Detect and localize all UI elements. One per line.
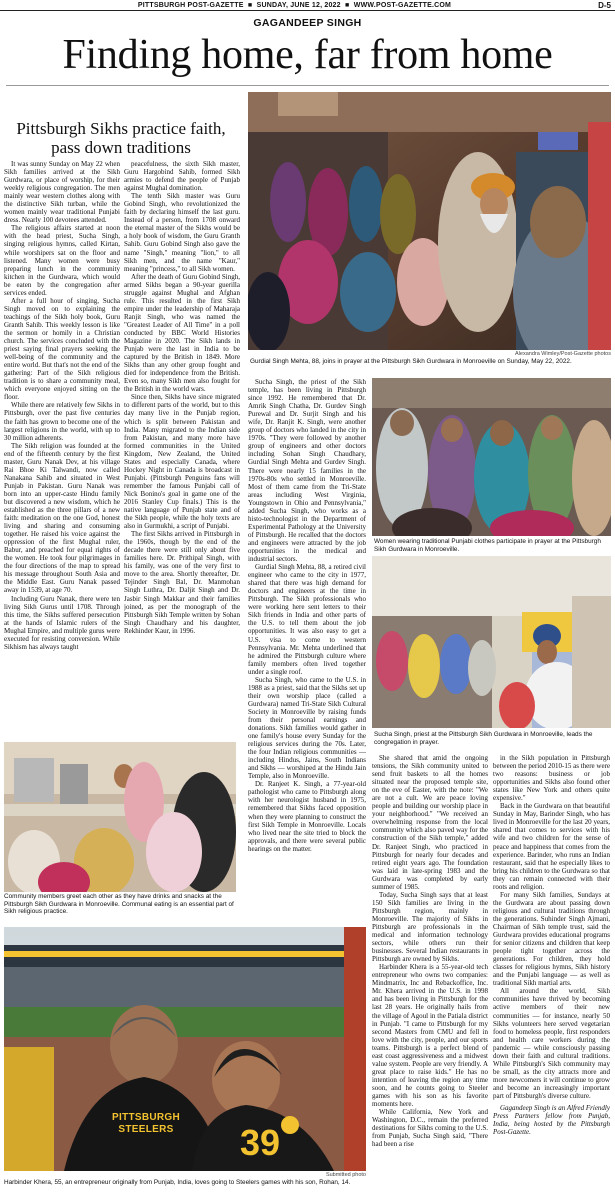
headline: Finding home, far from home	[62, 32, 553, 78]
article-column-2	[124, 160, 240, 736]
article-paragraph: Gurdial Singh Mehta, 88, a retired civil engineer who came to the city in 1977, shared that there was high demand for doctors and engineers at the time in Pittsburgh. The Sikh professionals who were working here sent letters to their Sikh friends in India and other parts of the U.S. to tell them about the job opportunities. It was also easy to get a U.S. visa to come to western Pennsylvania. Mr. Mehta underlined that he admired the Pittsburgh culture where family members often lived together under a single roof.	[248, 563, 366, 676]
article-paragraph: The Sikh religion was founded at the end of the fifteenth century by the first master, Guru Nanak Dev, at his village Rai Bhoe Ki Talwandi, now called Nanakana Sahib and situated in West Punjab in Pakistan. Guru Nanak was born into an upper-caste Hindu family but discovered a new wisdom, which he established as the three pillars of a new faith: meditation on the one God, honest living and sharing and consuming together. He raised his voice against the oppression of the first Mughal ruler, Babur, and preached for equal rights of the women. He took four pilgrimages in the four directions of the map to spread his message throughout South Asia and the Middle East. Guru Nanak passed away in 1539, at age 70.	[4, 441, 120, 595]
article-paragraph: After the death of Guru Gobind Singh, armed Sikhs began a 90-year guerilla struggle against Mughal and Afghan rule. This resulted in the first Sikh empire under the leadership of Maharaja Ranjit Singh, who was named the "Greatest Leader of All Time" in a poll conducted by BBC World Histories Magazine in 2020. The Sikh lands in Punjab were the last in India to be captured by the British in 1849. More Sikhs than any other group fought and died for independence from the British. Even so, many Sikh men also fought for the British in the world wars.	[124, 272, 240, 394]
article-paragraph: The first Sikhs arrived in Pittsburgh in the 1960s, though by the end of the decade there were still only about five families here. Dr. Prithipal Singh, with his family, was one of the very first to move to the area. Shortly thereafter, Dr. Tejinder Singh Bal, Dr. Manmohan Singh Luthra, Dr. Daljit Singh and Dr. Jasbir Singh Makkar and their families joined, as per the monograph of the Pittsburgh Sikh Temple written by Sohan Singh Chaudhary and his daughter, Rekhinder Kaur, in 1996.	[124, 530, 240, 635]
article-paragraph: Including Guru Nanak, there were ten living Sikh Gurus until 1708. Through this time, the Sikhs suffered persecution at the hands of Islamic rulers of the Mughal Empire, and multiple gurus were executed for resisting conversion. While Sikhism has always taught	[4, 594, 120, 651]
main-photo-credit: Alexandra Wimley/Post-Gazette photos	[515, 351, 611, 357]
article-column-1	[4, 160, 120, 736]
article-column-3	[248, 378, 366, 922]
publication-name: PITTSBURGH POST-GAZETTE	[137, 2, 244, 9]
priest-photo	[372, 556, 611, 728]
article-paragraph: in the Sikh population in Pittsburgh between the period 2010-15 as there were two reasons: business or job opportunities and Sikhs also found other states like New York and others quite expensive."	[493, 754, 610, 803]
main-photo-caption: Gurdial Singh Mehta, 88, joins in prayer at the Pittsburgh Sikh Gurdwara in Monroeville on Sunday, May 22, 2022.	[250, 358, 572, 365]
article-paragraph: Harbinder Khera is a 55-year-old tech entrepreneur who owns two companies: Mindmatrix, Inc and Rebackoffice, Inc. Mr. Khera arrived in the U.S. in 1998 and has been living in Pittsburgh for the last 28 years. He originally hails from the village of Agoul in the Patiala district in Punjab. "I came to Pittsburgh for my second Masters from CMU and fell in love with the city, people, and our sports teams. Pittsburgh is a perfect blend of east coast aggressiveness and a midwest value system. People are very friendly. A great place to raise kids." He has no intention of leaving the region any time soon, and he counts going to Steeler games with his son as his favorite moments here.	[372, 963, 488, 1109]
page-number: D-5	[598, 1, 611, 10]
community-photo-caption: Community members greet each other as they have drinks and snacks at the Pittsburgh Sikh Gurdwara in Monroeville. Communal eating is an essential part of Sikh religious practice.	[4, 893, 234, 916]
jersey-number: 39	[239, 1122, 281, 1163]
article-paragraph: Sucha Singh, the priest of the Sikh temple, has been living in Pittsburgh since 1992. He remembered that Dr. Amrik Singh Chatha, Dr. Gurdev Singh Purewal and Dr. Surjit Singh and his wife, Dr. Ranjit K. Singh, were another group of doctors who landed in the city in 1970s. "They were followed by another group of engineers and other doctors including Sohan Singh Chaudhary, Gurdial Singh Mehta and Gurdev Singh. There were nearly 15 families in the 1970s-80s who settled in Monroeville. Most of them came from the Tri-State areas including West Virginia, Youngstown in Ohio and Pennsylvania," added Sucha Singh, who works as a histo-technologist in the Department of Experimental Pathology at the University of Pittsburgh. He recalled that the doctors and engineers were attracted by the job opportunities in the medical and industrial sectors.	[248, 378, 366, 564]
article-paragraph: Today, Sucha Singh says that at least 150 Sikh families are living in the Pittsburgh region, mainly in Monroeville. The majority of Sikhs in Pittsburgh are professionals in the medical and information technology sectors, while others run their businesses. Several Indian restaurants in Pittsburgh are owned by Sikhs.	[372, 890, 488, 964]
stadium-photo-credit: Submitted photo	[325, 1172, 366, 1178]
article-paragraph: Dr. Ranjeet K. Singh, a 77-year-old pathologist who came to Pittsburgh along with her neurologist husband in 1975, remembered that Sikhs faced opposition when they were planning to construct the first Sikh Temple in Monroeville. Locals who lived near the site tried to block the approvals, and there were several public hearings on the matter.	[248, 780, 366, 853]
issue-date: SUNDAY, JUNE 12, 2022	[256, 2, 341, 9]
article-paragraph: Sucha Singh, who came to the U.S. in 1988 as a priest, said that the Sikhs set up their own worship place (called a Gurdwara) named Tri-State Sikh Cultural Society in Monroeville by raising funds from their personal earnings and donations. Sikh families would gather in one family's house every Sunday for the religious services during the 70s. Later, the four Indian religious communities — including Hindus, Jains, South Indians and Sikhs — worshiped at the Hindu Jain Temple, also in Monroeville.	[248, 675, 366, 781]
article-paragraph: It was sunny Sunday on May 22 when Sikh families arrived at the Sikh Gurdwara, or place of worship, for their weekly religious congregation. The men mainly wear western clothes along with the distinctive Sikh turban, while the women mainly wear traditional Punjabi dress. Nearly 100 devotees attended.	[4, 160, 120, 225]
article-paragraph: The religious affairs started at noon with the head priest, Sucha Singh, singing religious hymns, called Kirtan, while worshipers sat on the floor and listened. Many women were busy preparing lunch in the community kitchen in the Gurdwara, which would be eaten by the congregation after services ended.	[4, 224, 120, 297]
article-paragraph: All around the world, Sikh communities have thrived by becoming active members of their new communities — for instance, nearly 50 Sikhs volunteers here served vegetarian food to homeless people, first responders and health care workers during the pandemic — while consciously passing down their faith and cultural traditions. While Pittsburgh's Sikh community may be small, as the city attracts more and more newcomers it will continue to grow and become an increasingly important part of Pittsburgh's diverse culture.	[493, 987, 610, 1100]
jersey-text-2: STEELERS	[118, 1124, 174, 1135]
website-link[interactable]: WWW.POST-GAZETTE.COM	[353, 2, 452, 9]
article-paragraph: Back in the Gurdwara on that beautiful Sunday in May, Barinder Singh, who has lived in Monroeville for the last 20 years, shared that comes to services with his wife and two children for the sense of peace and happiness that comes from the experience. Barinder, who runs an Indian restaurant, said that he especially likes to bring his children to the Gurdwara so that they can remain connected with their roots and religion.	[493, 802, 610, 891]
article-paragraph: After a full hour of singing, Sucha Singh moved on to explaining the teachings of the Sikh holy book, Guru Granth Sahib. This weekly lesson is like the sermon or homily in a Christian church. The services concluded with the priest saying final prayers seeking the well-being of the community and the entire world. But that's not the end of the gathering: Part of the Sikh religious tradition is to share a community meal, which everyone enjoyed sitting on the floor.	[4, 296, 120, 402]
stadium-photo-caption: Harbinder Khera, 55, an entrepreneur originally from Punjab, India, loves going to Steelers games with his son, Rohan, 14.	[4, 1179, 351, 1186]
women-photo-caption: Women wearing traditional Punjabi clothes participate in prayer at the Pittsburgh Sikh Gurdwara in Monroeville.	[374, 538, 601, 553]
subheadline: Pittsburgh Sikhs practice faith, pass down traditions	[16, 119, 226, 157]
article-column-5	[493, 754, 610, 1194]
article-paragraph: While there are relatively few Sikhs in Pittsburgh, over the past five centuries the faith has grown to become one of the largest religions in the world, with up to 30 million adherents.	[4, 401, 120, 442]
page-header	[0, 0, 615, 11]
community-photo	[4, 742, 236, 892]
header-line: PITTSBURGH POST-GAZETTE ■ SUNDAY, JUNE 12, 2022 ■ WWW.POST-GAZETTE.COM	[137, 2, 452, 9]
article-paragraph: peacefulness, the sixth Sikh master, Guru Hargobind Sahib, formed Sikh armies to defend the people of Punjab against Mughal domination.	[124, 160, 240, 193]
author-tagline: Gagandeep Singh is an Alfred Friendly Press Partners fellow from Punjab, India, being hosted by the Pittsburgh Post-Gazette.	[493, 1104, 610, 1137]
women-prayer-photo	[372, 378, 611, 536]
article-column-4	[372, 754, 488, 1194]
main-photo	[248, 92, 611, 350]
article-paragraph: For many Sikh families, Sundays at the Gurdwara are about passing down religious and cultural traditions through the generations. Suhinder Singh Ajmani, Chairman of Sikh temple trust, said the Gurdwara provides educational programs for senior citizens and children that keep people tight together across the generations. For children, they hold classes for religious hymns, Sikh history and the Punjabi language — as well as traditional Sikh martial arts.	[493, 890, 610, 988]
article-paragraph: She shared that amid the ongoing tensions, the Sikh community united to send fruit baskets to all the homes situated near the proposed temple site, on the eve of Easter, with the note: "We are not a cult. We are peace loving people and building our worship place in your neighborhood." "We received an overwhelming response from the local community which also paved way for the construction of the Sikh temple," added Dr. Ranjeet Singh, who practiced in Pittsburgh for nearly four decades and retired eight years ago. The foundation was laid in late-spring 1983 and the Gurdwara was completed by early summer of 1985.	[372, 754, 488, 891]
byline: GAGANDEEP SINGH	[253, 17, 362, 29]
priest-photo-caption: Sucha Singh, priest at the Pittsburgh Sikh Gurdwara in Monroeville, leads the congregation in prayer.	[374, 731, 593, 746]
article-paragraph: Since then, Sikhs have since migrated to different parts of the world, but to this day many live in the Punjab region, which is split between Pakistan and India. Many migrated to the Indian side from Pakistan, and many more have formed communities in the United Kingdom, New Zealand, the United States and especially Canada, where Hockey Night in Canada is broadcast in Punjabi. (Pittsburgh Penguins fans will remember the famous Punjabi call of Nick Bonino's goal in game one of the 2016 Stanley Cup finals.) This is the native language of Punjab state and of the Sikh people, while the holy texts are also in Gurmukhi, a script of Punjabi.	[124, 393, 240, 531]
jersey-text: PITTSBURGH	[112, 1112, 180, 1123]
article-paragraph: While California, New York and Washington, D.C., remain the preferred destinations for Sikhs coming to the U.S. from Punjab, Sucha Singh said, "There had been a rise	[372, 1108, 488, 1149]
article-paragraph: The tenth Sikh master was Guru Gobind Singh, who revolutionized the faith by declaring himself the last guru. Instead of a person, from 1708 onward the eternal master of the Sikhs would be a holy book of wisdom, the Guru Granth Sahib. Guru Gobind Singh also gave the name "Singh," meaning "lion," to all Sikh men, and the name "Kaur," meaning "princess," to all Sikh women.	[124, 192, 240, 273]
headline-rule	[6, 85, 609, 86]
